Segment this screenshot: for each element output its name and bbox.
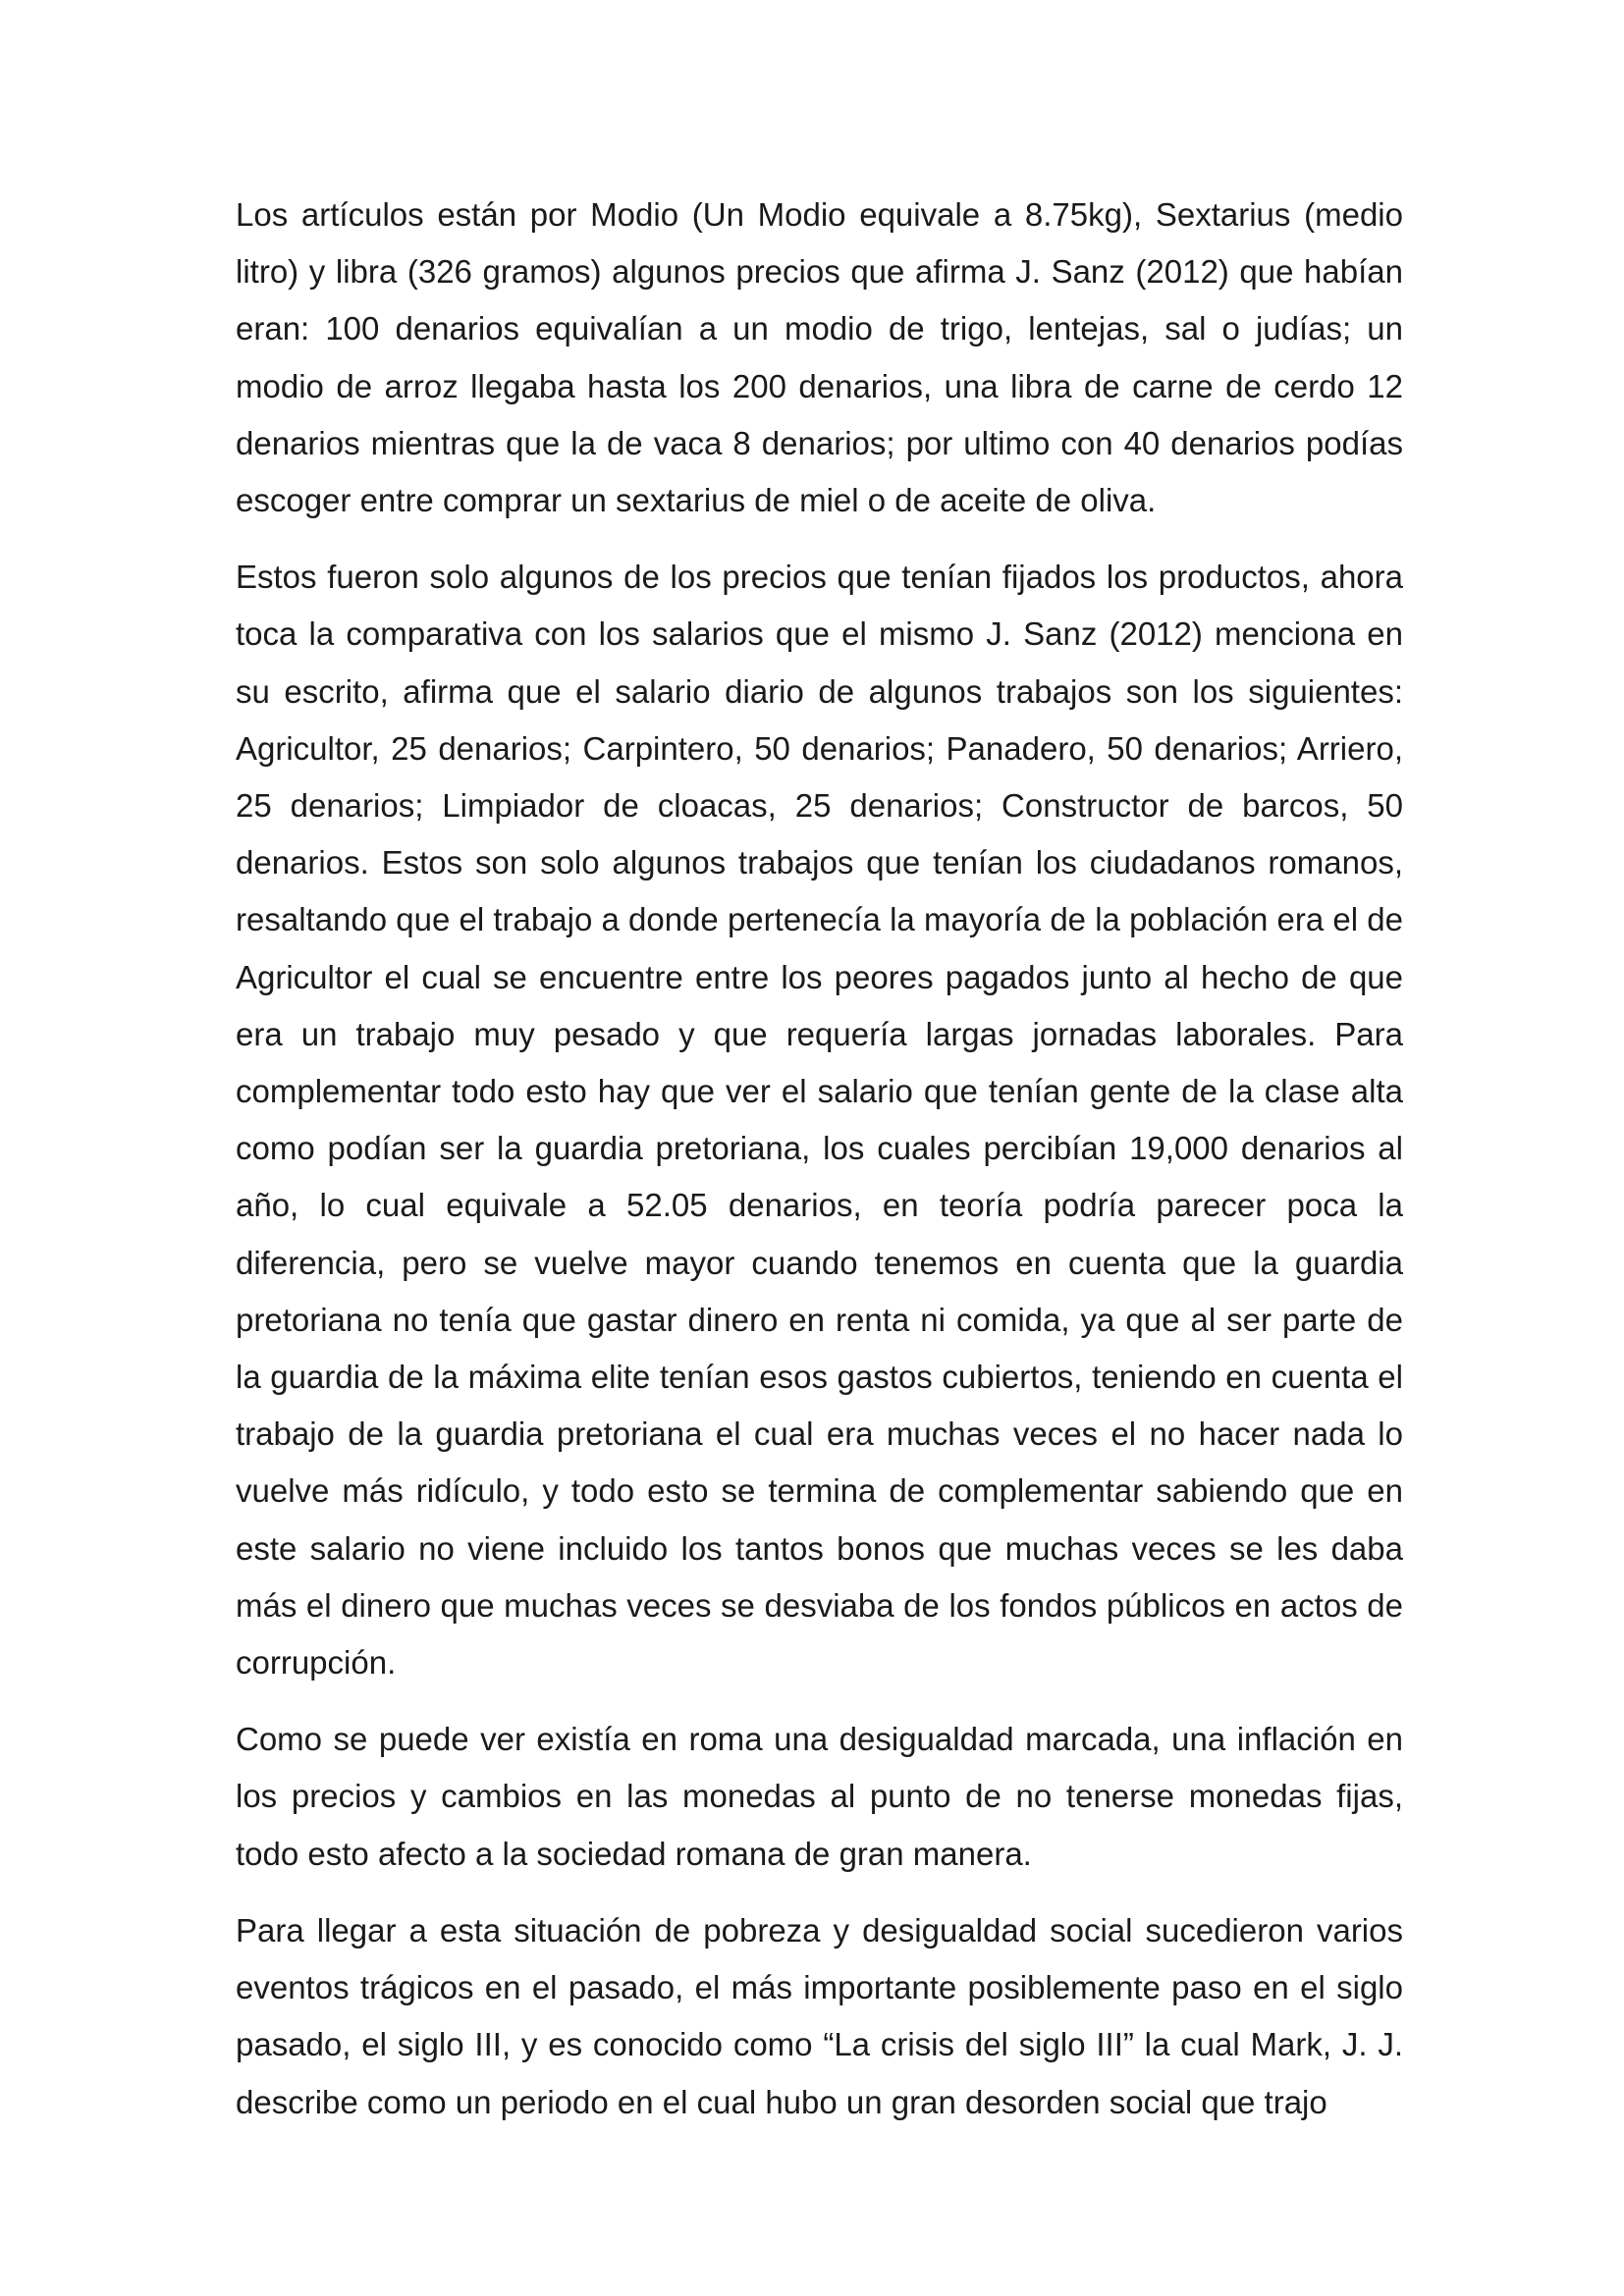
paragraph-prices: Los artículos están por Modio (Un Modio equivale a 8.75kg), Sextarius (medio litro) y libra (326 gramos) algunos precios que afirma J. Sanz (2012) que habían eran: 100 denarios equivalían a un modio de trigo, lentejas, sal o judías; un modio de arroz llegaba hasta los 200 denarios, una libra de carne de cerdo 12 denarios mientras que la de vaca 8 denarios; por ultimo con 40 denarios podías escoger entre comprar un sextarius de miel o de aceite de oliva.: [236, 196, 1403, 519]
paragraph-salaries: Estos fueron solo algunos de los precios que tenían fijados los productos, ahora toca la comparativa con los salarios que el mismo J. Sanz (2012) menciona en su escrito, afirma que el salario diario de algunos trabajos son los siguientes: Agricultor, 25 denarios; Carpintero, 50 denarios; Panadero, 50 denarios; Arriero, 25 denarios; Limpiador de cloacas, 25 denarios; Constructor de barcos, 50 denarios. Estos son solo algunos trabajos que tenían los ciudadanos romanos, resaltando que el trabajo a donde pertenecía la mayoría de la población era el de Agricultor el cual se encuentre entre los peores pagados junto al hecho de que era un trabajo muy pesado y que requería largas jornadas laborales. Para complementar todo esto hay que ver el salario que tenían gente de la clase alta como podían ser la guardia pretoriana, los cuales percibían 19,000 denarios al año, lo cual equivale a 52.05 denarios, en teoría podría parecer poca la diferencia, pero se vuelve mayor cuando tenemos en cuenta que la guardia pretoriana no tenía que gastar dinero en renta ni comida, ya que al ser parte de la guardia de la máxima elite tenían esos gastos cubiertos, teniendo en cuenta el trabajo de la guardia pretoriana el cual era muchas veces el no hacer nada lo vuelve más ridículo, y todo esto se termina de complementar sabiendo que en este salario no viene incluido los tantos bonos que muchas veces se les daba más el dinero que muchas veces se desviaba de los fondos públicos en actos de corrupción.: [236, 559, 1403, 1682]
paragraph-inequality: Como se puede ver existía en roma una desigualdad marcada, una inflación en los precios y cambios en las monedas al punto de no tenerse monedas fijas, todo esto afecto a la sociedad romana de gran manera.: [236, 1721, 1403, 1872]
document-page: [236, 187, 1403, 2151]
paragraph-crisis: Para llegar a esta situación de pobreza y desigualdad social sucedieron varios eventos trágicos en el pasado, el más importante posiblemente paso en el siglo pasado, el siglo III, y es conocido como “La crisis del siglo III” la cual Mark, J. J. describe como un periodo en el cual hubo un gran desorden social que trajo: [236, 1911, 1403, 2120]
